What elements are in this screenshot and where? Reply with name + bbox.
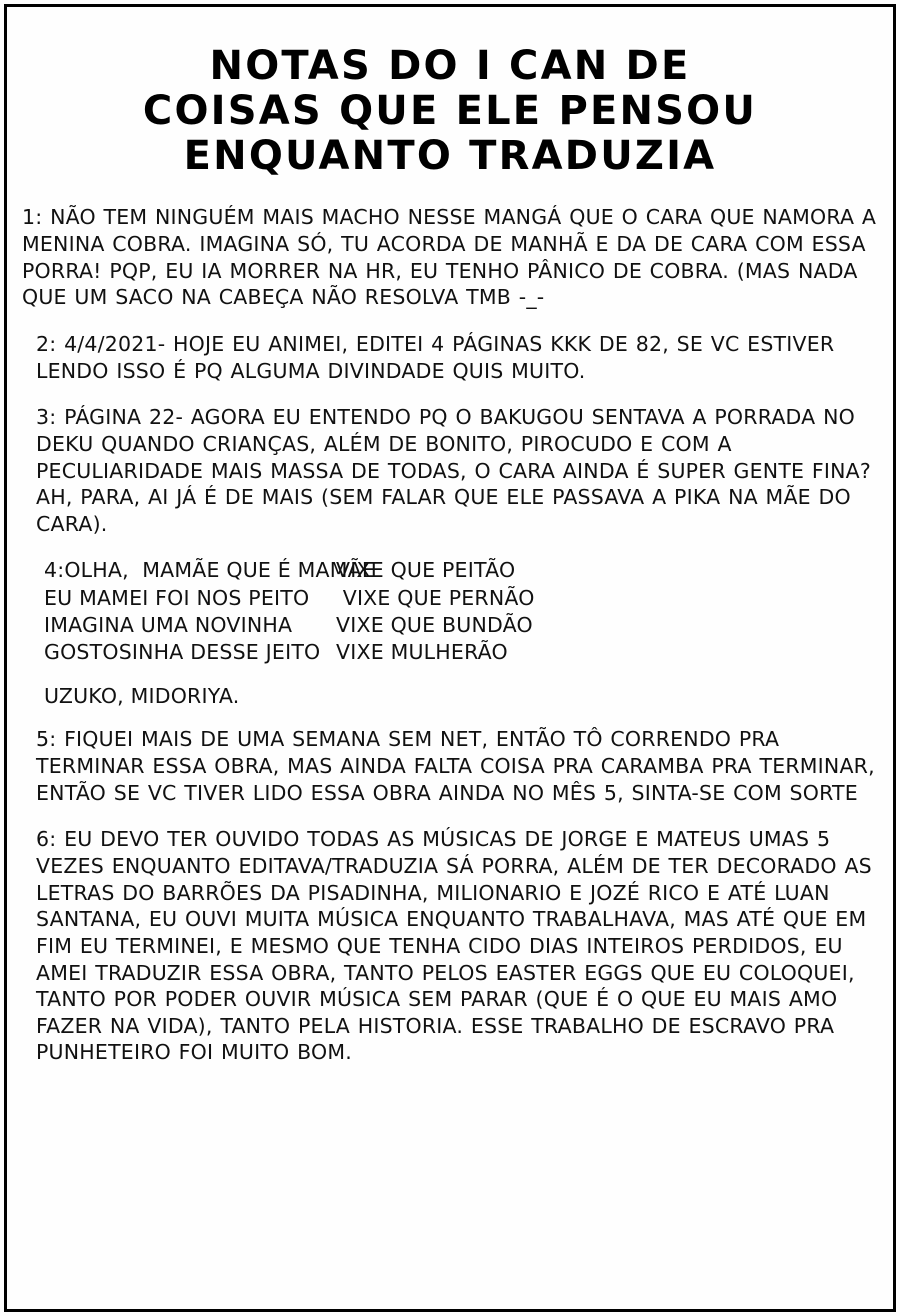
title-line-1: NOTAS DO I CAN DE — [209, 43, 691, 89]
verse-left-line-2: EU MAMEI FOI NOS PEITO — [44, 585, 310, 610]
title-line-3: ENQUANTO TRADUZIA — [183, 132, 717, 179]
verse-signature: UZUKO, MIDORIYA. — [44, 684, 240, 709]
notes-body — [0, 178, 900, 1066]
page-title — [0, 0, 900, 178]
verse-left-line-3: IMAGINA UMA NOVINHA — [44, 612, 293, 637]
verse-column-right — [336, 557, 636, 666]
verse-left-line-4: GOSTOSINHA DESSE JEITO — [44, 640, 321, 665]
verse-left-line-1: 4:OLHA, MAMÃE QUE É MAMÃE — [44, 558, 376, 583]
note-1: 1: NÃO TEM NINGUÉM MAIS MACHO NESSE MANGÁ QUE O CARA QUE NAMORA A MENINA COBRA. IMAGINA SÓ, TU ACORDA DE MANHÃ E DA DE CARA COM ESSA PORRA! PQP, EU IA MORRER NA HR, EU TENHO PÂNICO DE COBRA. (MAS NADA QUE UM SACO NA CABEÇA NÃO RESOLVA TMB -_- — [22, 205, 877, 310]
verse-right-line-4: VIXE MULHERÃO — [336, 640, 508, 665]
verse-right-line-1: VIXE QUE PEITÃO — [336, 558, 516, 583]
verse-right-line-2: VIXE QUE PERNÃO — [336, 585, 535, 610]
title-line-2: COISAS QUE ELE PENSOU — [142, 87, 758, 134]
verse-block — [22, 557, 878, 666]
verse-right-line-3: VIXE QUE BUNDÃO — [336, 612, 533, 637]
note-5: 5: FIQUEI MAIS DE UMA SEMANA SEM NET, ENTÃO TÔ CORRENDO PRA TERMINAR ESSA OBRA, MAS AINDA FALTA COISA PRA CARAMBA PRA TERMINAR, ENTÃO SE VC TIVER LIDO ESSA OBRA AINDA NO MÊS 5, SINTA-SE COM SORTE — [36, 727, 875, 805]
note-6: 6: EU DEVO TER OUVIDO TODAS AS MÚSICAS DE JORGE E MATEUS UMAS 5 VEZES ENQUANTO EDITAVA/TRADUZIA SÁ PORRA, ALÉM DE TER DECORADO AS LETRAS DO BARRÕES DA PISADINHA, MILIONARIO E JOZÉ RICO E ATÉ LUAN SANTANA, EU OUVI MUITA MÚSICA ENQUANTO TRABALHAVA, MAS ATÉ QUE EM FIM EU TERMINEI, E MESMO QUE TENHA CIDO DIAS INTEIROS PERDIDOS, EU AMEI TRADUZIR ESSA OBRA, TANTO PELOS EASTER EGGS QUE EU COLOQUEI, TANTO POR PODER OUVIR MÚSICA SEM PARAR (QUE É O QUE EU MAIS AMO FAZER NA VIDA), TANTO PELA HISTORIA. ESSE TRABALHO DE ESCRAVO PRA PUNHETEIRO FOI MUITO BOM. — [36, 827, 872, 1065]
note-3: 3: PÁGINA 22- AGORA EU ENTENDO PQ O BAKUGOU SENTAVA A PORRADA NO DEKU QUANDO CRIANÇAS, ALÉM DE BONITO, PIROCUDO E COM A PECULIARIDADE MAIS MASSA DE TODAS, O CARA AINDA É SUPER GENTE FINA? AH, PARA, AI JÁ É DE MAIS (SEM FALAR QUE ELE PASSAVA A PIKA NA MÃE DO CARA). — [36, 405, 871, 536]
note-2: 2: 4/4/2021- HOJE EU ANIMEI, EDITEI 4 PÁGINAS KKK DE 82, SE VC ESTIVER LENDO ISSO É PQ ALGUMA DIVINDADE QUIS MUITO. — [36, 331, 835, 383]
verse-column-left — [44, 557, 376, 666]
